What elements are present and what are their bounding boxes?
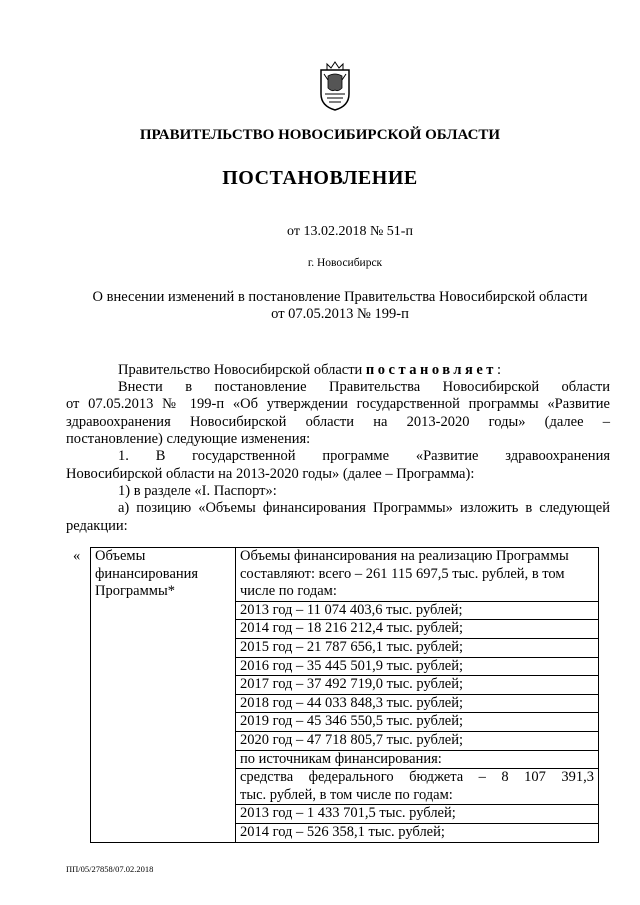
document-code: ПП/05/27858/07.02.2018 xyxy=(66,864,154,874)
funding-line-2: составляют: всего – 261 115 697,5 тыс. рублей, в том xyxy=(240,565,565,582)
passport-table xyxy=(90,547,599,843)
year-line-2016: 2016 год – 35 445 501,9 тыс. рублей; xyxy=(236,658,598,677)
year-line-2019: 2019 год – 45 346 550,5 тыс. рублей; xyxy=(236,713,598,732)
coat-of-arms-icon xyxy=(318,60,352,112)
federal-year-2013: 2013 год – 1 433 701,5 тыс. рублей; xyxy=(236,805,598,824)
paragraph-item1-line-1: 1. В государственной программе «Развитие здравоохранения xyxy=(118,448,610,464)
government-name: ПРАВИТЕЛЬСТВО НОВОСИБИРСКОЙ ОБЛАСТИ xyxy=(139,127,501,143)
funding-label-cell xyxy=(91,548,236,843)
subject xyxy=(70,289,610,323)
year-line-2020: 2020 год – 47 718 805,7 тыс. рублей; xyxy=(236,732,598,751)
year-line-2015: 2015 год – 21 787 656,1 тыс. рублей; xyxy=(236,639,598,658)
subject-line-2: от 07.05.2013 № 199-п xyxy=(271,306,409,322)
paragraph-section: 1) в разделе «I. Паспорт»: xyxy=(118,483,277,499)
paragraph-resolution xyxy=(118,362,501,379)
open-quote: « xyxy=(73,548,81,564)
funding-line-3: числе по годам: xyxy=(236,583,598,602)
federal-budget-line-2: тыс. рублей, в том числе по годам: xyxy=(236,787,598,806)
year-line-2014: 2014 год – 18 216 212,4 тыс. рублей; xyxy=(236,620,598,639)
sources-heading: по источникам финансирования: xyxy=(236,751,598,770)
document-title: ПОСТАНОВЛЕНИЕ xyxy=(222,167,418,189)
resolution-text: Правительство Новосибирской области xyxy=(118,362,366,378)
paragraph-amend-line-1: Внести в постановление Правительства Новосибирской области xyxy=(118,379,610,395)
date-number: от 13.02.2018 № 51-п xyxy=(287,224,413,239)
funding-intro xyxy=(240,548,594,602)
funding-label: Объемы финансирования Программы* xyxy=(95,548,199,600)
city: г. Новосибирск xyxy=(307,257,383,269)
resolution-colon: : xyxy=(496,362,501,378)
year-line-2013: 2013 год – 11 074 403,6 тыс. рублей; xyxy=(236,602,598,621)
paragraph-item1-line-2: Новосибирской области на 2013-2020 годы» (далее – Программа): xyxy=(66,466,475,482)
paragraph-amend-line-2: от 07.05.2013 № 199-п «Об утверждении государственной программы «Развитие xyxy=(66,396,610,412)
year-line-2017: 2017 год – 37 492 719,0 тыс. рублей; xyxy=(236,676,598,695)
resolution-keyword: постановляет xyxy=(365,362,497,378)
table-row xyxy=(91,548,599,843)
paragraph-position-line-2: редакции: xyxy=(66,518,128,534)
year-line-2018: 2018 год – 44 033 848,3 тыс. рублей; xyxy=(236,695,598,714)
federal-year-2014: 2014 год – 526 358,1 тыс. рублей; xyxy=(240,823,445,840)
funding-line-1: Объемы финансирования на реализацию Программы xyxy=(240,548,569,564)
paragraph-amend-line-3: здравоохранения Новосибирской области на 2013-2020 годы» (далее – xyxy=(66,414,610,430)
funding-details-cell xyxy=(236,548,599,843)
paragraph-position-line-1: а) позицию «Объемы финансирования Программы» изложить в следующей xyxy=(118,500,610,516)
subject-line-1: О внесении изменений в постановление Правительства Новосибирской области xyxy=(92,289,588,305)
paragraph-amend-line-4: постановление) следующие изменения: xyxy=(66,431,311,447)
federal-budget-line-1: средства федерального бюджета – 8 107 391,3 xyxy=(240,769,594,786)
